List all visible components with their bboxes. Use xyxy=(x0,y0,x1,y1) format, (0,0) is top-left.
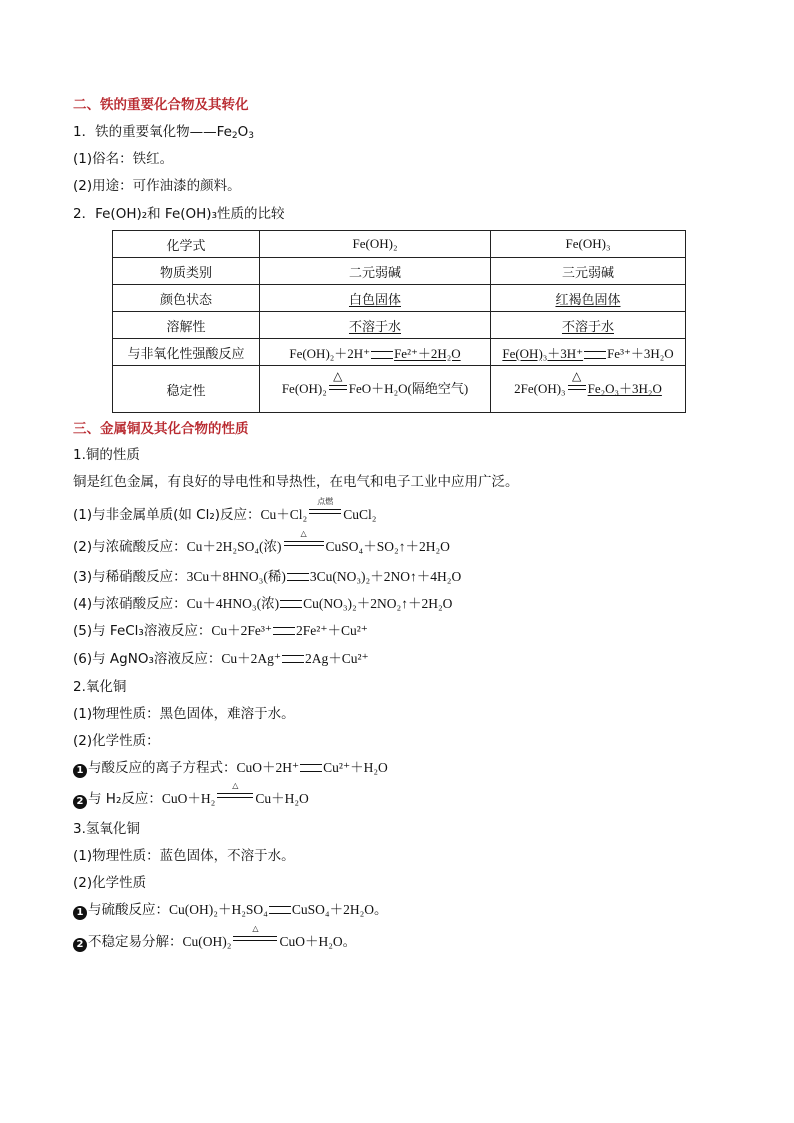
cuo-reaction-2: 2 与 H₂反应：CuO＋H₂ △ Cu＋H₂O xyxy=(73,790,309,809)
comparison-table xyxy=(112,230,686,413)
table-cell: 与非氧化性强酸反应 xyxy=(113,339,260,366)
subsection-copper-hydroxide: 3.氢氧化铜 xyxy=(73,821,140,837)
table-cell: Fe(OH)₂ △ FeO＋H₂O(隔绝空气) xyxy=(260,366,491,413)
equals-arrow xyxy=(300,764,322,772)
table-cell: 三元弱碱 xyxy=(491,258,686,285)
equals-arrow xyxy=(269,906,291,914)
hyd-physical: (1)物理性质：蓝色固体，不溶于水。 xyxy=(73,848,295,864)
equals-arrow xyxy=(282,655,304,663)
subsection-copper-oxide: 2.氧化铜 xyxy=(73,679,127,695)
table-cell: Fe(OH)₃＋3H⁺ Fe³⁺＋3H₂O xyxy=(491,339,686,366)
table-cell: 红褐色固体 xyxy=(491,285,686,312)
heat-arrow: △ xyxy=(233,933,277,951)
item1-title: 1．铁的重要氧化物$——Fe_2O_3$ xyxy=(73,124,255,141)
condition-arrow: 点燃 xyxy=(309,506,341,524)
cuo-chemical: (2)化学性质： xyxy=(73,733,160,749)
reaction-r4: (4)与浓硝酸反应：Cu＋4HNO₃(浓) Cu(NO₃)₂＋2NO₂↑＋2H₂O xyxy=(73,596,453,612)
reaction-r6: (6)与 AgNO₃溶液反应：Cu＋2Ag⁺ 2Ag＋Cu²⁺ xyxy=(73,651,369,667)
table-row xyxy=(113,366,686,413)
reaction-r1: (1)与非金属单质(如 Cl₂)反应：Cu＋Cl₂ 点燃 CuCl₂ xyxy=(73,497,377,523)
table-cell: 不溶于水 xyxy=(491,312,686,339)
reaction-r3: (3)与稀硝酸反应：3Cu＋8HNO₃(稀) 3Cu(NO₃)₂＋2NO↑＋4H₂O xyxy=(73,569,462,585)
table-row xyxy=(113,258,686,285)
cuo-physical: (1)物理性质：黑色固体，难溶于水。 xyxy=(73,706,295,722)
hyd-reaction-2: 2 不稳定易分解：Cu(OH)₂ △ CuO＋H₂O。 xyxy=(73,933,356,952)
equals-arrow xyxy=(371,351,393,359)
equals-arrow xyxy=(280,600,302,608)
subsection-copper: 1.铜的性质 xyxy=(73,447,140,463)
table-cell: 物质类别 xyxy=(113,258,260,285)
heat-arrow: △ xyxy=(329,382,347,400)
heat-arrow: △ xyxy=(284,538,324,556)
copper-intro: 铜是红色金属，有良好的导电性和导热性，在电气和电子工业中应用广泛。 xyxy=(73,474,519,490)
table-cell: 溶解性 xyxy=(113,312,260,339)
table-cell: 二元弱碱 xyxy=(260,258,491,285)
heat-arrow: △ xyxy=(568,382,586,400)
equals-arrow xyxy=(287,573,309,581)
heat-arrow: △ xyxy=(217,790,253,808)
table-cell: Fe(OH)₃ xyxy=(491,231,686,258)
table-cell: 化学式 xyxy=(113,231,260,258)
table-row xyxy=(113,231,686,258)
table-cell: 不溶于水 xyxy=(260,312,491,339)
cuo-reaction-1: 1 与酸反应的离子方程式：CuO＋2H⁺ Cu²⁺＋H₂O xyxy=(73,759,388,778)
hyd-reaction-1: 1 与硫酸反应：Cu(OH)₂＋H₂SO₄ CuSO₄＋2H₂O。 xyxy=(73,901,388,920)
equals-arrow xyxy=(273,627,295,635)
table-cell: Fe(OH)₂ xyxy=(260,231,491,258)
table-row xyxy=(113,285,686,312)
table-cell: 白色固体 xyxy=(260,285,491,312)
hyd-chemical: (2)化学性质 xyxy=(73,875,147,891)
table-row xyxy=(113,339,686,366)
table-cell: 颜色状态 xyxy=(113,285,260,312)
alias-line: (1)俗名：铁红。 xyxy=(73,151,174,167)
section-heading-copper: 三、金属铜及其化合物的性质 xyxy=(73,421,249,437)
item2-title: 2．Fe(OH)₂和 Fe(OH)₃性质的比较 xyxy=(73,206,285,222)
reaction-r5: (5)与 FeCl₃溶液反应：Cu＋2Fe³⁺ 2Fe²⁺＋Cu²⁺ xyxy=(73,623,368,639)
table-row xyxy=(113,312,686,339)
section-heading-iron: 二、铁的重要化合物及其转化 xyxy=(73,97,249,113)
table-cell: Fe(OH)₂＋2H⁺ Fe²⁺＋2H₂O xyxy=(260,339,491,366)
usage-line: (2)用途：可作油漆的颜料。 xyxy=(73,178,241,194)
table-cell: 稳定性 xyxy=(113,366,260,413)
table-cell: 2Fe(OH)₃ △ Fe₂O₃＋3H₂O xyxy=(491,366,686,413)
equals-arrow xyxy=(584,351,606,359)
reaction-r2: (2)与浓硫酸反应：Cu＋2H₂SO₄(浓) △ CuSO₄＋SO₂↑＋2H₂O xyxy=(73,529,450,555)
